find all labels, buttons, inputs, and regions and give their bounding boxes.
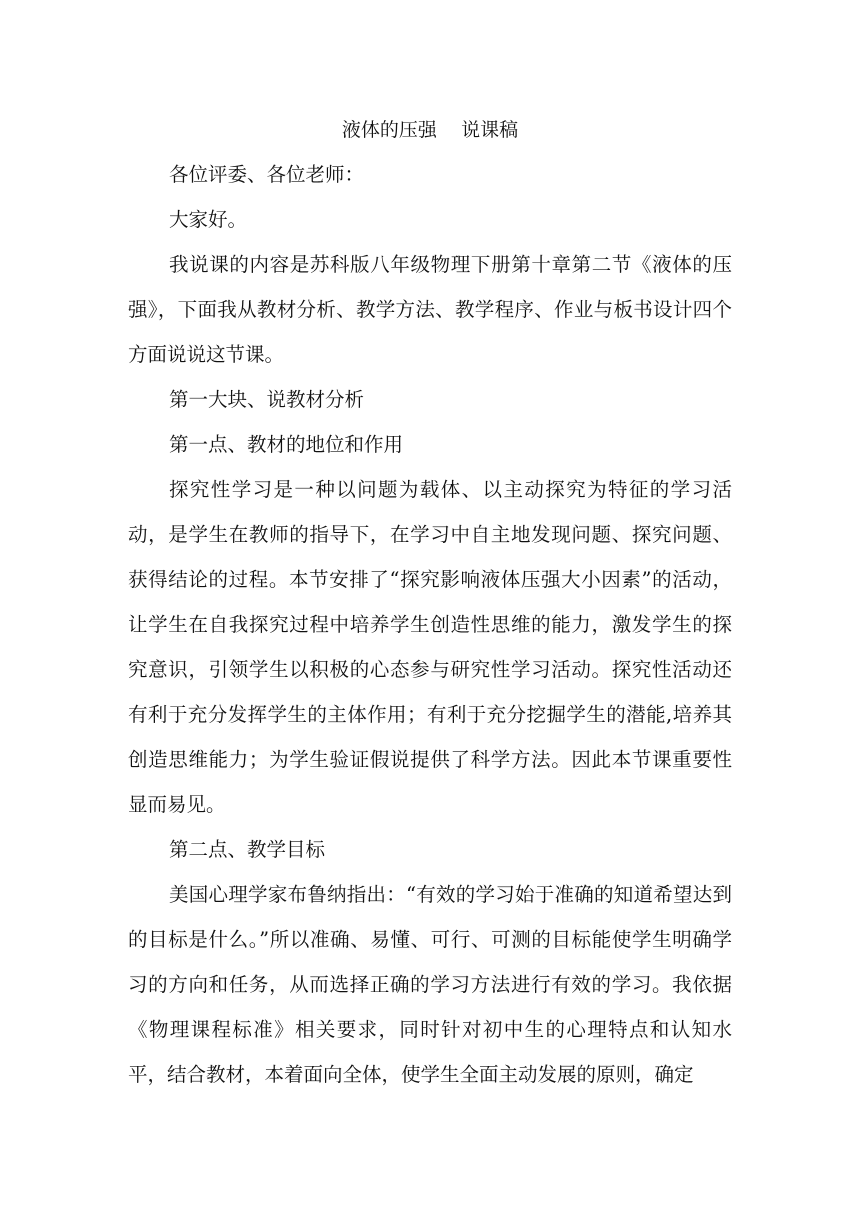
document-body	[128, 108, 732, 1097]
document-title: 液体的压强 说课稿	[341, 119, 519, 141]
body-paragraph-2: 美国心理学家布鲁纳指出：“有效的学习始于准确的知道希望达到的目标是什么。”所以准确、易懂、可行、可测的目标能使学生明确学习的方向和任务，从而选择正确的学习方法进行有效的学习。我依据《物理课程标准》相关要求，同时针对初中生的心理特点和认知水平，结合教材，本着面向全体，使学生全面主动发展的原则，确定	[128, 883, 732, 1086]
subsection-heading-2: 第二点、教学目标	[169, 838, 326, 861]
subsection-heading-1: 第一点、教材的地位和作用	[169, 433, 404, 456]
intro-paragraph: 我说课的内容是苏科版八年级物理下册第十章第二节《液体的压强》，下面我从教材分析、教学方法、教学程序、作业与板书设计四个方面说说这节课。	[128, 253, 732, 366]
greeting-line: 各位评委、各位老师：	[169, 163, 365, 186]
body-paragraph-1: 探究性学习是一种以问题为载体、以主动探究为特征的学习活动，是学生在教师的指导下，在学习中自主地发现问题、探究问题、获得结论的过程。本节安排了“探究影响液体压强大小因素”的活动，让学生在自我探究过程中培养学生创造性思维的能力，激发学生的探究意识，引领学生以积极的心态参与研究性学习活动。探究性活动还有利于充分发挥学生的主体作用；有利于充分挖掘学生的潜能,培养其创造思维能力；为学生验证假说提供了科学方法。因此本节课重要性显而易见。	[128, 478, 732, 816]
section-heading-1: 第一大块、说教材分析	[169, 388, 365, 411]
greeting-hello: 大家好。	[169, 208, 248, 231]
